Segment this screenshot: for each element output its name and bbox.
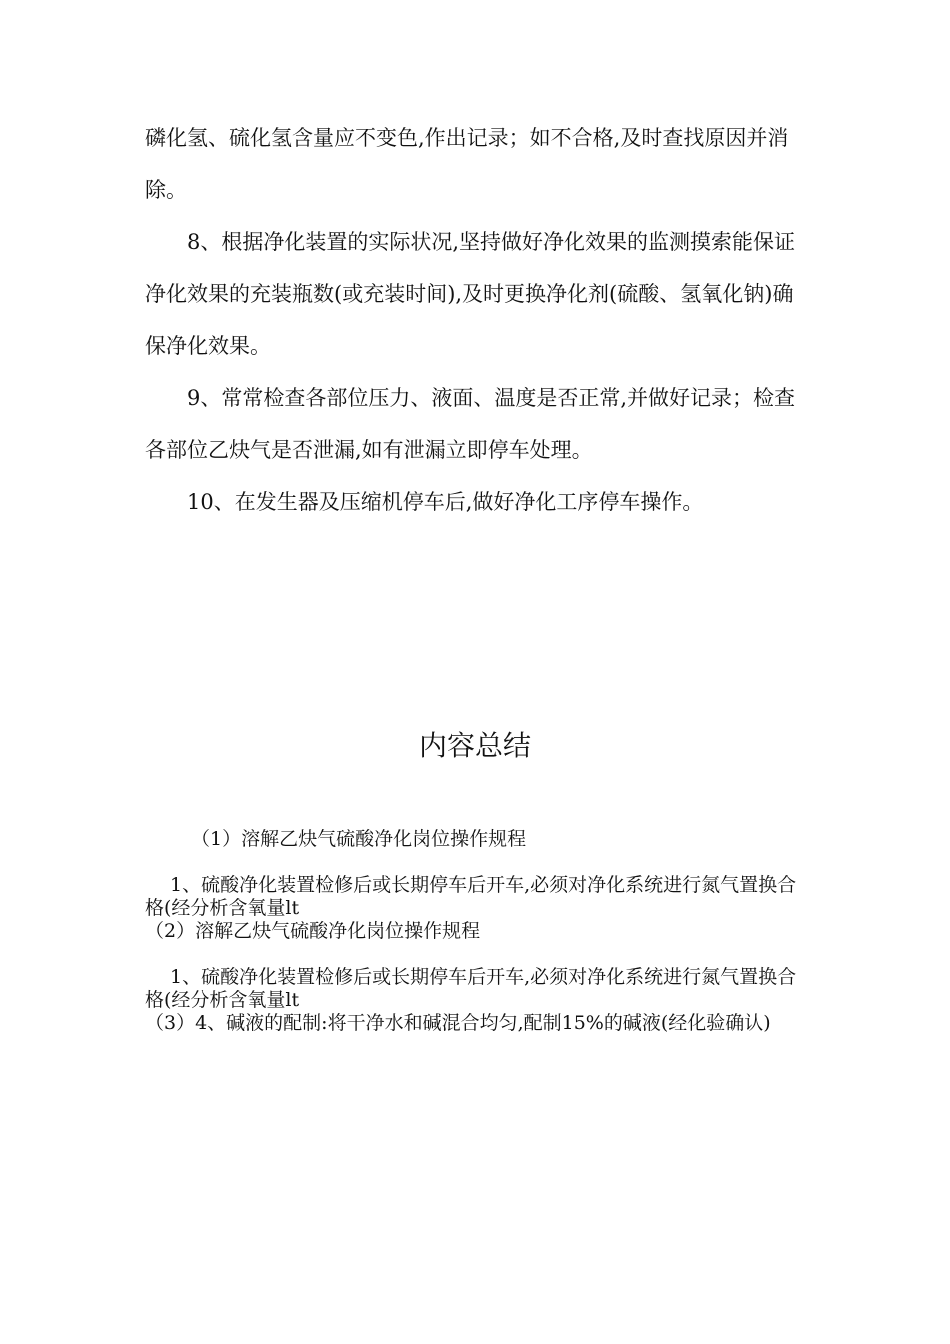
summary-item-1-body: 1、硫酸净化装置检修后或长期停车后开车,必须对净化系统进行氮气置换合格(经分析含氧量lt — [145, 874, 797, 919]
summary-item-2-heading: （2）溶解乙炔气硫酸净化岗位操作规程 — [145, 920, 481, 942]
summary-section — [145, 828, 805, 1035]
summary-item-2-body: 1、硫酸净化装置检修后或长期停车后开车,必须对净化系统进行氮气置换合格(经分析含氧量lt — [145, 966, 797, 1011]
paragraph-item-9: 9、常常检查各部位压力、液面、温度是否正常,并做好记录；检查各部位乙炔气是否泄漏,如有泄漏立即停车处理。 — [145, 386, 796, 462]
paragraph-item-8: 8、根据净化装置的实际状况,坚持做好净化效果的监测摸索能保证净化效果的充装瓶数(或充装时间),及时更换净化剂(硫酸、氢氧化钠)确保净化效果。 — [145, 230, 796, 358]
summary-title: 内容总结 — [418, 729, 531, 762]
summary-item-3: （3）4、碱液的配制:将干净水和碱混合均匀,配制15%的碱液(经化验确认) — [145, 1012, 771, 1034]
document-body — [145, 112, 810, 528]
paragraph-continuation: 磷化氢、硫化氢含量应不变色,作出记录；如不合格,及时查找原因并消除。 — [145, 126, 789, 202]
paragraph-item-10: 10、在发生器及压缩机停车后,做好净化工序停车操作。 — [187, 490, 704, 514]
summary-item-1-heading: （1）溶解乙炔气硫酸净化岗位操作规程 — [191, 828, 527, 850]
